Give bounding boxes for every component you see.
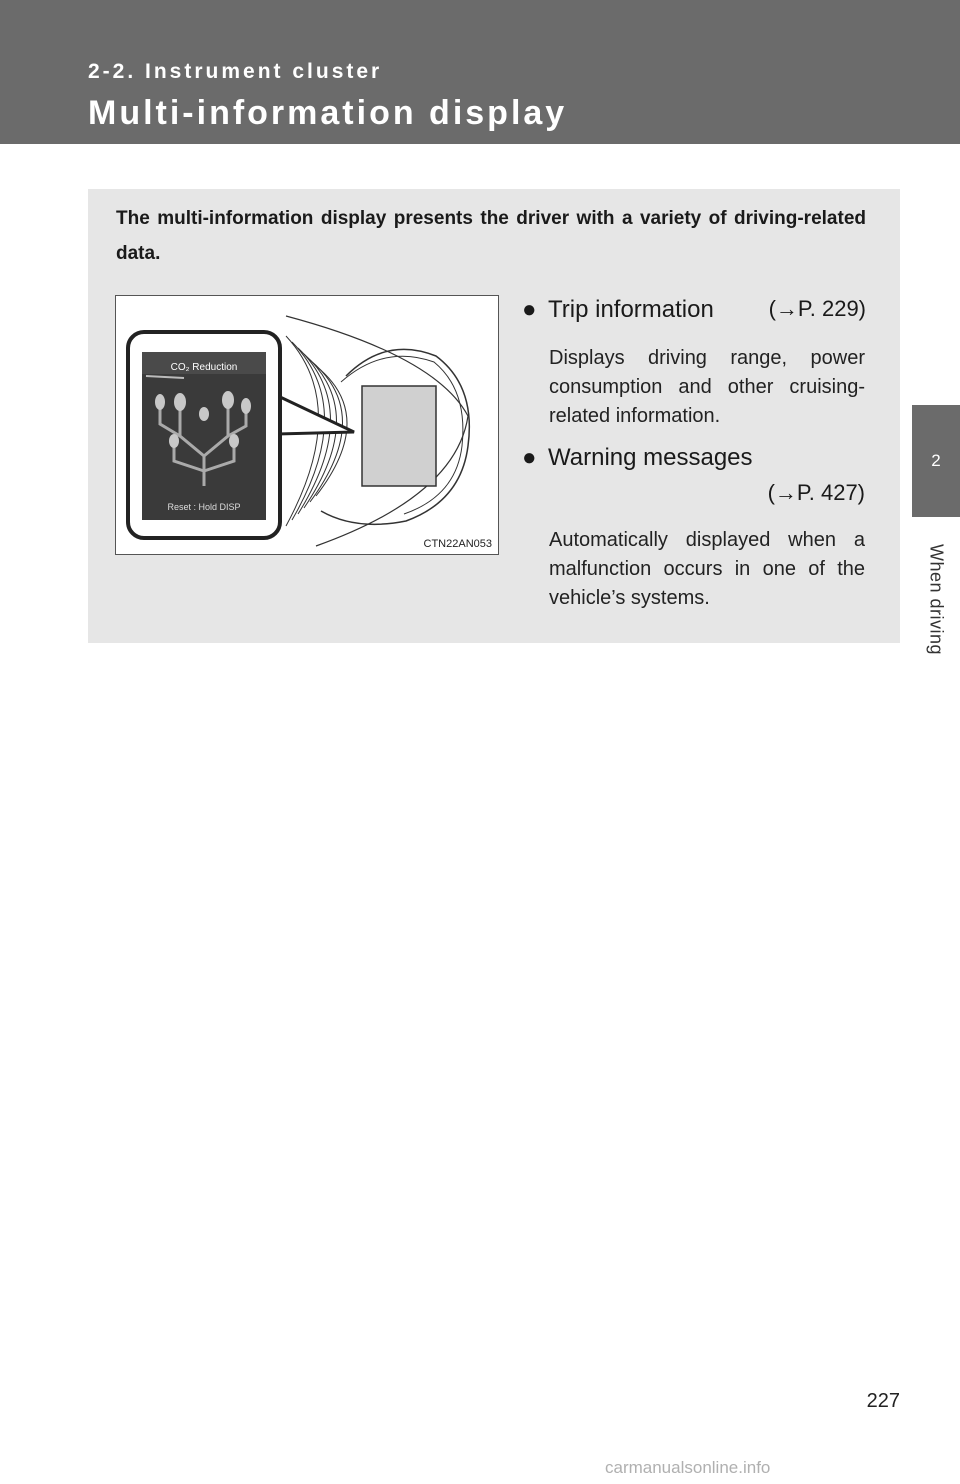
screen-title: CO₂ Reduction xyxy=(170,362,238,373)
bullet-icon: ● xyxy=(522,296,537,323)
item-title: Trip information xyxy=(548,296,714,323)
chapter-label: When driving xyxy=(926,544,947,656)
page-reference-link[interactable]: (→P. 229) xyxy=(768,296,866,321)
item-title: Warning messages xyxy=(548,444,753,471)
item-description: Displays driving range, power consumption and other cruising-related information. xyxy=(549,347,865,427)
page-number: 227 xyxy=(866,1390,900,1412)
item-warning-messages xyxy=(522,444,866,472)
intro-text: The multi-information display presents the driver with a variety of driving-related data. xyxy=(116,208,866,264)
watermark: carmanualsonline.info xyxy=(605,1458,771,1477)
chapter-number: 2 xyxy=(931,451,941,470)
bullet-icon: ● xyxy=(522,444,537,471)
screen-footer: Reset : Hold DISP xyxy=(167,502,241,512)
page-header xyxy=(0,0,960,144)
page-title: Multi-information display xyxy=(88,94,568,132)
chapter-tab[interactable] xyxy=(912,405,960,517)
instrument-cluster-illustration xyxy=(116,296,498,554)
section-label: 2-2. Instrument cluster xyxy=(88,60,383,83)
figure-code: CTN22AN053 xyxy=(423,538,492,550)
item-trip-information xyxy=(522,296,866,324)
page-reference-link[interactable]: (→P. 427) xyxy=(767,480,865,505)
instrument-cluster-figure xyxy=(115,295,499,555)
item-description: Automatically displayed when a malfunction occurs in one of the vehicle’s systems. xyxy=(549,529,865,609)
